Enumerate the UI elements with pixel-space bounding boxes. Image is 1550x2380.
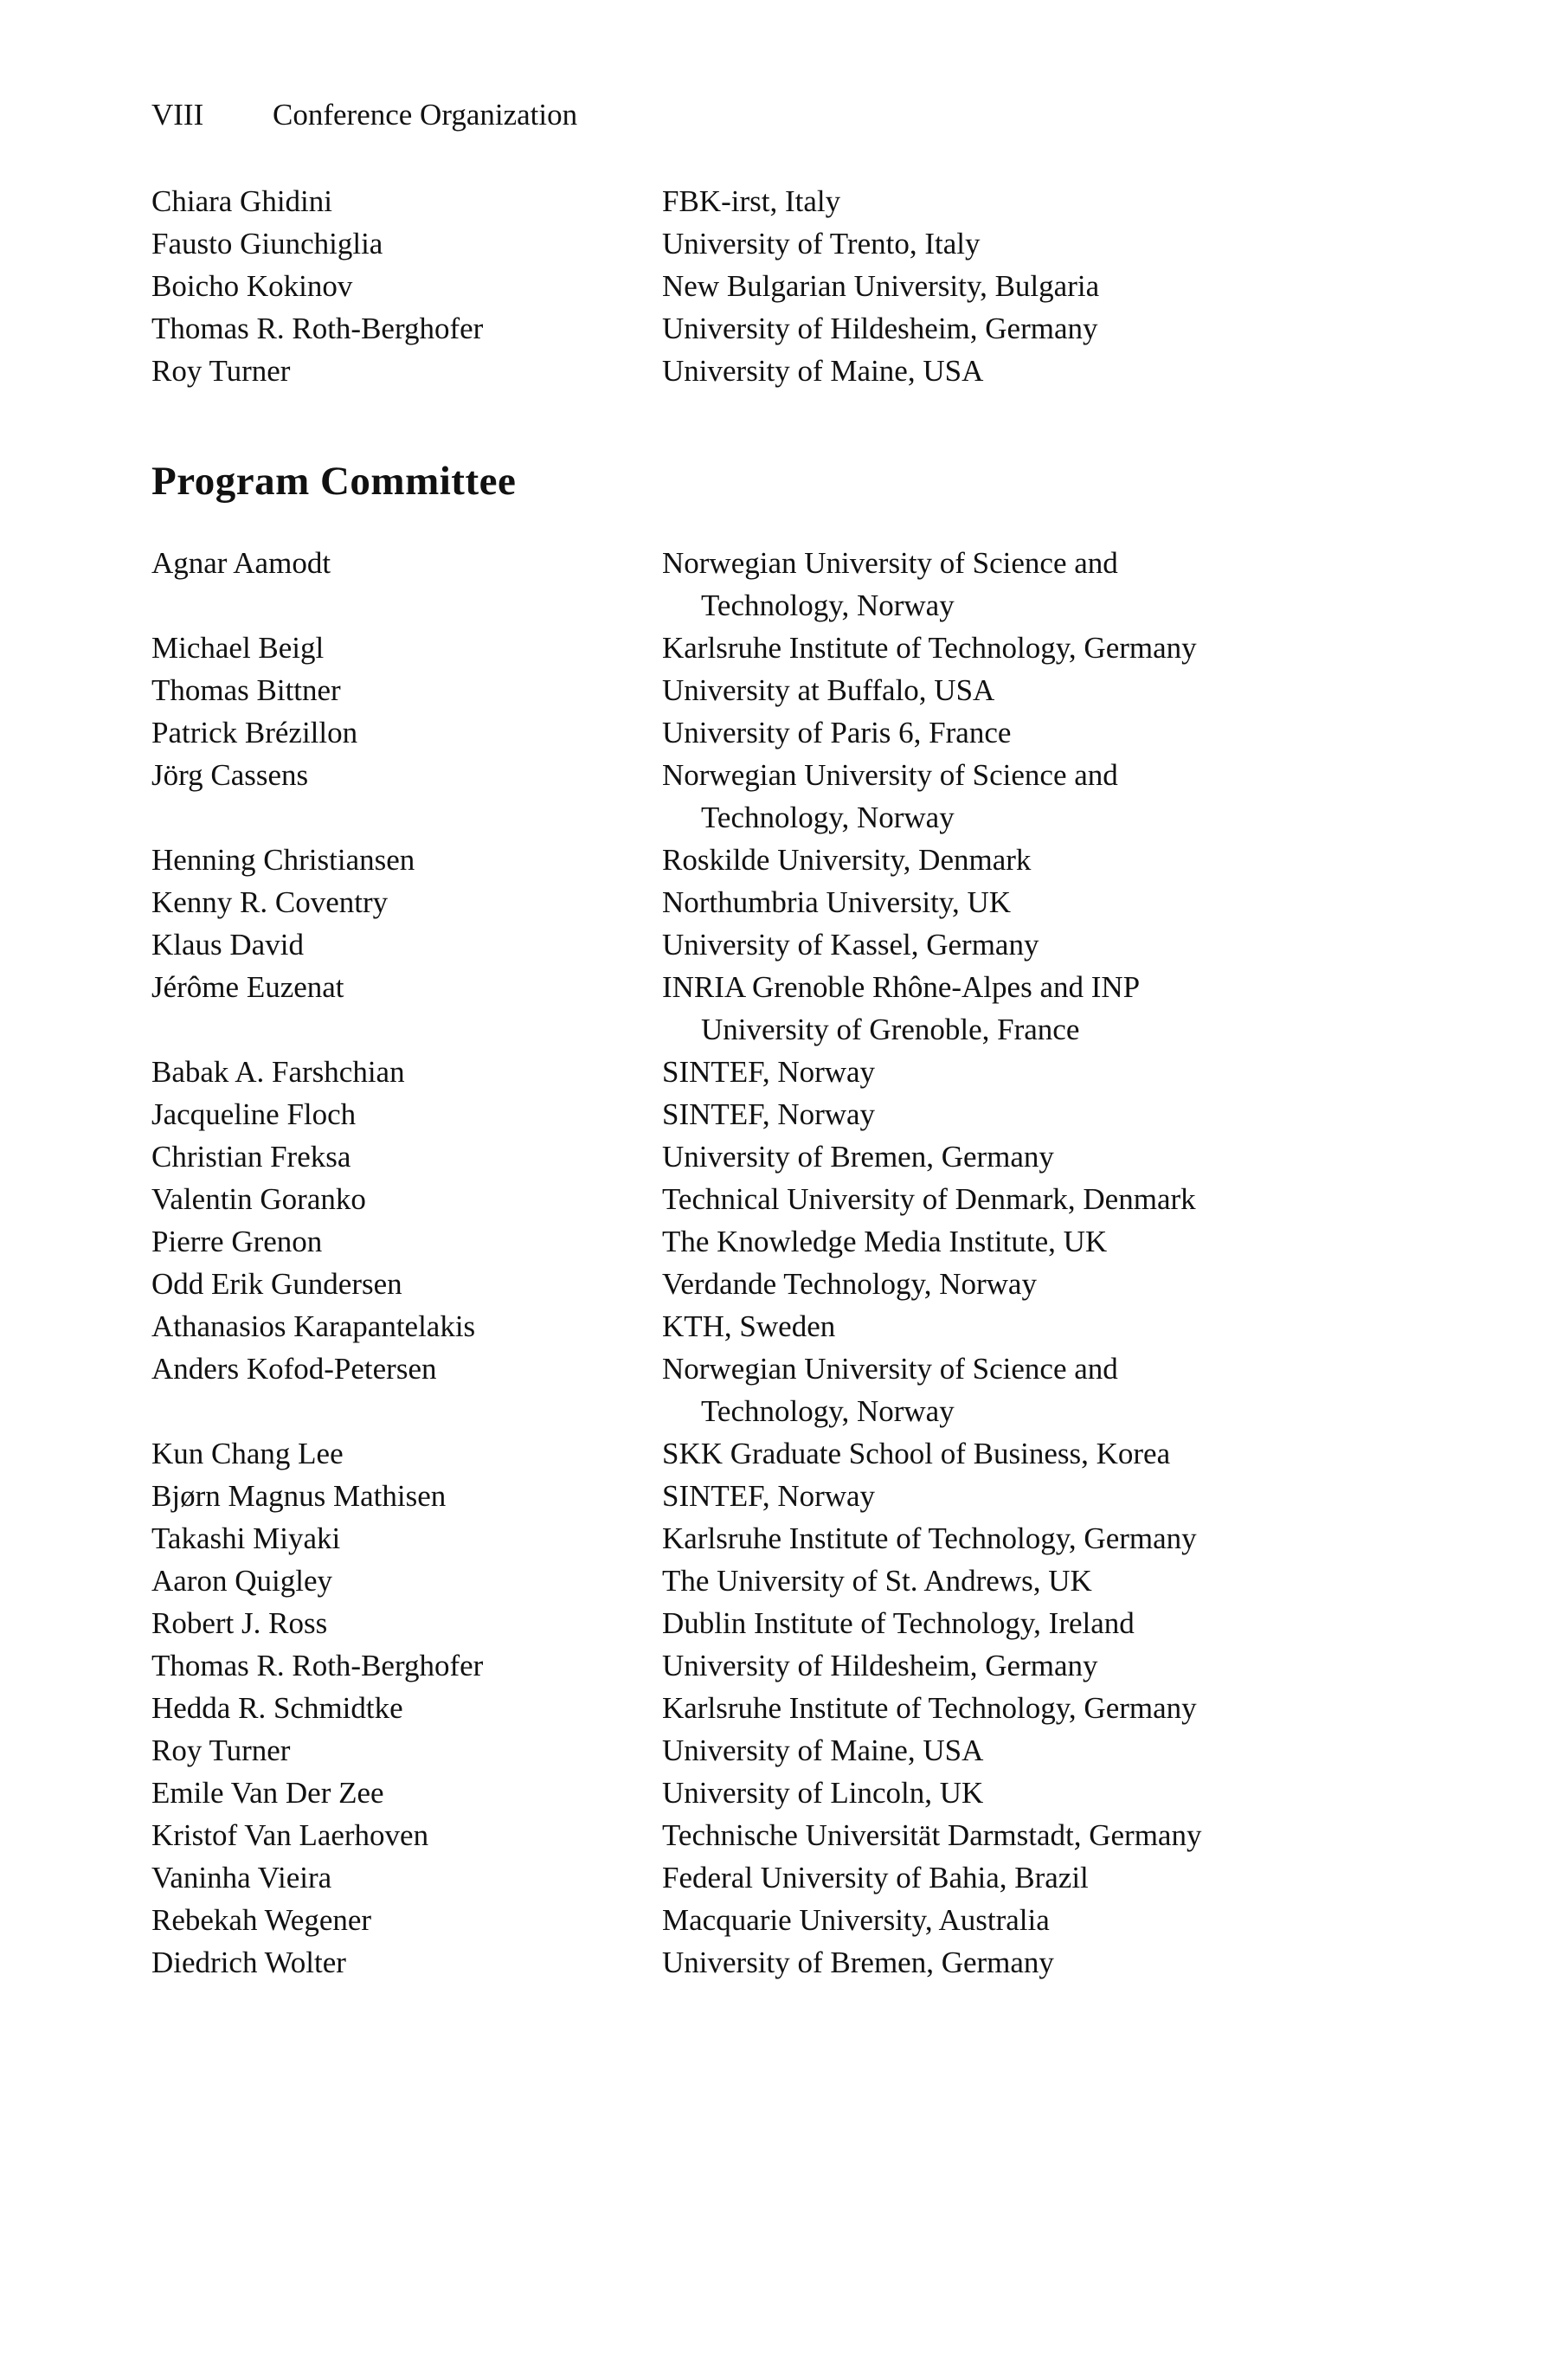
member-name: Pierre Grenon [151,1225,323,1258]
committee-entry [151,1602,1446,1644]
entry-list [151,180,1446,392]
member-name: Fausto Giunchiglia [151,227,383,261]
committee-entry [151,1899,1446,1941]
affiliation-line: Norwegian University of Science and [662,546,1118,580]
member-affiliation [662,754,1446,839]
affiliation-line: The Knowledge Media Institute, UK [662,1225,1108,1258]
affiliation-line: New Bulgarian University, Bulgaria [662,269,1100,303]
member-affiliation [662,1093,1446,1135]
affiliation-line: University of Maine, USA [662,1734,984,1767]
running-title: Conference Organization [273,98,578,132]
committee-entry [151,1475,1446,1517]
member-name: Thomas R. Roth-Berghofer [151,1649,484,1682]
member-affiliation [662,1814,1446,1856]
committee-entry [151,966,1446,1051]
member-affiliation [662,1178,1446,1220]
member-name: Rebekah Wegener [151,1903,372,1937]
member-name: Aaron Quigley [151,1564,332,1598]
affiliation-line: University of Maine, USA [662,354,984,388]
affiliation-line: FBK-irst, Italy [662,184,841,218]
committee-entry [151,307,1446,350]
affiliation-line: University of Grenoble, France [701,1013,1080,1046]
affiliation-line: Norwegian University of Science and [662,1352,1118,1386]
member-affiliation [662,1772,1446,1814]
committee-entry [151,1814,1446,1856]
member-name: Vaninha Vieira [151,1861,332,1894]
member-name: Takashi Miyaki [151,1521,341,1555]
member-name: Jacqueline Floch [151,1097,357,1131]
affiliation-line: Macquarie University, Australia [662,1903,1050,1937]
committee-entry [151,839,1446,881]
member-name: Christian Freksa [151,1140,351,1174]
affiliation-line: SINTEF, Norway [662,1479,876,1513]
committee-entry [151,754,1446,839]
committee-entry [151,923,1446,966]
committee-section [151,180,1446,392]
page-header [151,93,1446,136]
section-heading: Program Committee [151,459,517,504]
committee-entry [151,1729,1446,1772]
affiliation-line: Norwegian University of Science and [662,758,1118,792]
member-affiliation [662,265,1446,307]
affiliation-line: University of Hildesheim, Germany [662,312,1098,345]
member-affiliation [662,1475,1446,1517]
member-name: Thomas R. Roth-Berghofer [151,312,484,345]
sections-container [151,180,1446,1984]
member-affiliation [662,711,1446,754]
member-affiliation [662,839,1446,881]
committee-entry [151,1178,1446,1220]
committee-entry [151,180,1446,222]
committee-entry [151,350,1446,392]
member-name: Kristof Van Laerhoven [151,1818,429,1852]
committee-entry [151,542,1446,627]
affiliation-line: University of Trento, Italy [662,227,981,261]
member-name: Babak A. Farshchian [151,1055,405,1089]
member-name: Thomas Bittner [151,673,341,707]
committee-entry [151,1051,1446,1093]
committee-entry [151,1644,1446,1687]
affiliation-line: Technology, Norway [701,589,955,622]
committee-entry [151,669,1446,711]
affiliation-line: Verdande Technology, Norway [662,1267,1037,1301]
member-name: Michael Beigl [151,631,325,665]
committee-entry [151,1135,1446,1178]
member-name: Robert J. Ross [151,1606,328,1640]
affiliation-line: Federal University of Bahia, Brazil [662,1861,1089,1894]
affiliation-line: SINTEF, Norway [662,1097,876,1131]
member-affiliation [662,1644,1446,1687]
affiliation-line: University of Kassel, Germany [662,928,1039,962]
affiliation-line: University at Buffalo, USA [662,673,995,707]
committee-entry [151,1856,1446,1899]
member-name: Valentin Goranko [151,1182,366,1216]
affiliation-line: University of Lincoln, UK [662,1776,984,1810]
member-affiliation [662,627,1446,669]
member-affiliation [662,222,1446,265]
member-name: Bjørn Magnus Mathisen [151,1479,447,1513]
committee-section [151,457,1446,1984]
committee-entry [151,1348,1446,1432]
member-name: Jörg Cassens [151,758,309,792]
entry-list [151,542,1446,1984]
member-affiliation [662,350,1446,392]
member-affiliation [662,1517,1446,1560]
member-name: Kun Chang Lee [151,1437,344,1470]
affiliation-line: Technical University of Denmark, Denmark [662,1182,1196,1216]
member-affiliation [662,1856,1446,1899]
affiliation-line: Northumbria University, UK [662,885,1012,919]
committee-entry [151,711,1446,754]
member-name: Anders Kofod-Petersen [151,1352,437,1386]
member-name: Agnar Aamodt [151,546,331,580]
affiliation-line: Karlsruhe Institute of Technology, Germany [662,1691,1197,1725]
affiliation-line: INRIA Grenoble Rhône-Alpes and INP [662,970,1141,1004]
member-name: Chiara Ghidini [151,184,332,218]
member-name: Athanasios Karapantelakis [151,1309,476,1343]
affiliation-line: SKK Graduate School of Business, Korea [662,1437,1171,1470]
committee-entry [151,265,1446,307]
member-name: Diedrich Wolter [151,1946,346,1979]
committee-entry [151,1432,1446,1475]
committee-entry [151,1093,1446,1135]
committee-entry [151,1687,1446,1729]
member-name: Boicho Kokinov [151,269,353,303]
member-affiliation [662,1305,1446,1348]
affiliation-line: Roskilde University, Denmark [662,843,1032,877]
member-affiliation [662,1602,1446,1644]
committee-entry [151,1220,1446,1263]
affiliation-line: Karlsruhe Institute of Technology, Germany [662,1521,1197,1555]
affiliation-line: Technology, Norway [701,1394,955,1428]
member-affiliation [662,307,1446,350]
member-name: Kenny R. Coventry [151,885,389,919]
member-affiliation [662,966,1446,1051]
affiliation-line: Technische Universität Darmstadt, Germany [662,1818,1202,1852]
member-affiliation [662,669,1446,711]
committee-entry [151,1263,1446,1305]
affiliation-line: University of Paris 6, France [662,716,1012,749]
affiliation-line: Dublin Institute of Technology, Ireland [662,1606,1135,1640]
committee-entry [151,1305,1446,1348]
member-affiliation [662,923,1446,966]
member-name: Odd Erik Gundersen [151,1267,402,1301]
member-name: Hedda R. Schmidtke [151,1691,403,1725]
member-affiliation [662,1560,1446,1602]
affiliation-line: University of Bremen, Germany [662,1946,1054,1979]
page-number: VIII [151,98,204,132]
affiliation-line: SINTEF, Norway [662,1055,876,1089]
member-affiliation [662,881,1446,923]
member-affiliation [662,1051,1446,1093]
member-name: Klaus David [151,928,304,962]
member-name: Jérôme Euzenat [151,970,344,1004]
affiliation-line: Technology, Norway [701,801,955,834]
member-affiliation [662,1687,1446,1729]
committee-entry [151,222,1446,265]
member-affiliation [662,1899,1446,1941]
affiliation-line: Karlsruhe Institute of Technology, Germany [662,631,1197,665]
affiliation-line: University of Hildesheim, Germany [662,1649,1098,1682]
committee-entry [151,881,1446,923]
affiliation-line: KTH, Sweden [662,1309,836,1343]
member-affiliation [662,1348,1446,1432]
committee-entry [151,1560,1446,1602]
member-name: Roy Turner [151,354,291,388]
committee-entry [151,1941,1446,1984]
member-affiliation [662,180,1446,222]
committee-entry [151,1772,1446,1814]
member-affiliation [662,1135,1446,1178]
member-affiliation [662,1220,1446,1263]
affiliation-line: The University of St. Andrews, UK [662,1564,1092,1598]
member-name: Patrick Brézillon [151,716,358,749]
member-name: Emile Van Der Zee [151,1776,384,1810]
member-name: Roy Turner [151,1734,291,1767]
member-name: Henning Christiansen [151,843,415,877]
committee-entry [151,1517,1446,1560]
affiliation-line: University of Bremen, Germany [662,1140,1054,1174]
member-affiliation [662,542,1446,627]
member-affiliation [662,1729,1446,1772]
committee-entry [151,627,1446,669]
member-affiliation [662,1432,1446,1475]
member-affiliation [662,1941,1446,1984]
member-affiliation [662,1263,1446,1305]
